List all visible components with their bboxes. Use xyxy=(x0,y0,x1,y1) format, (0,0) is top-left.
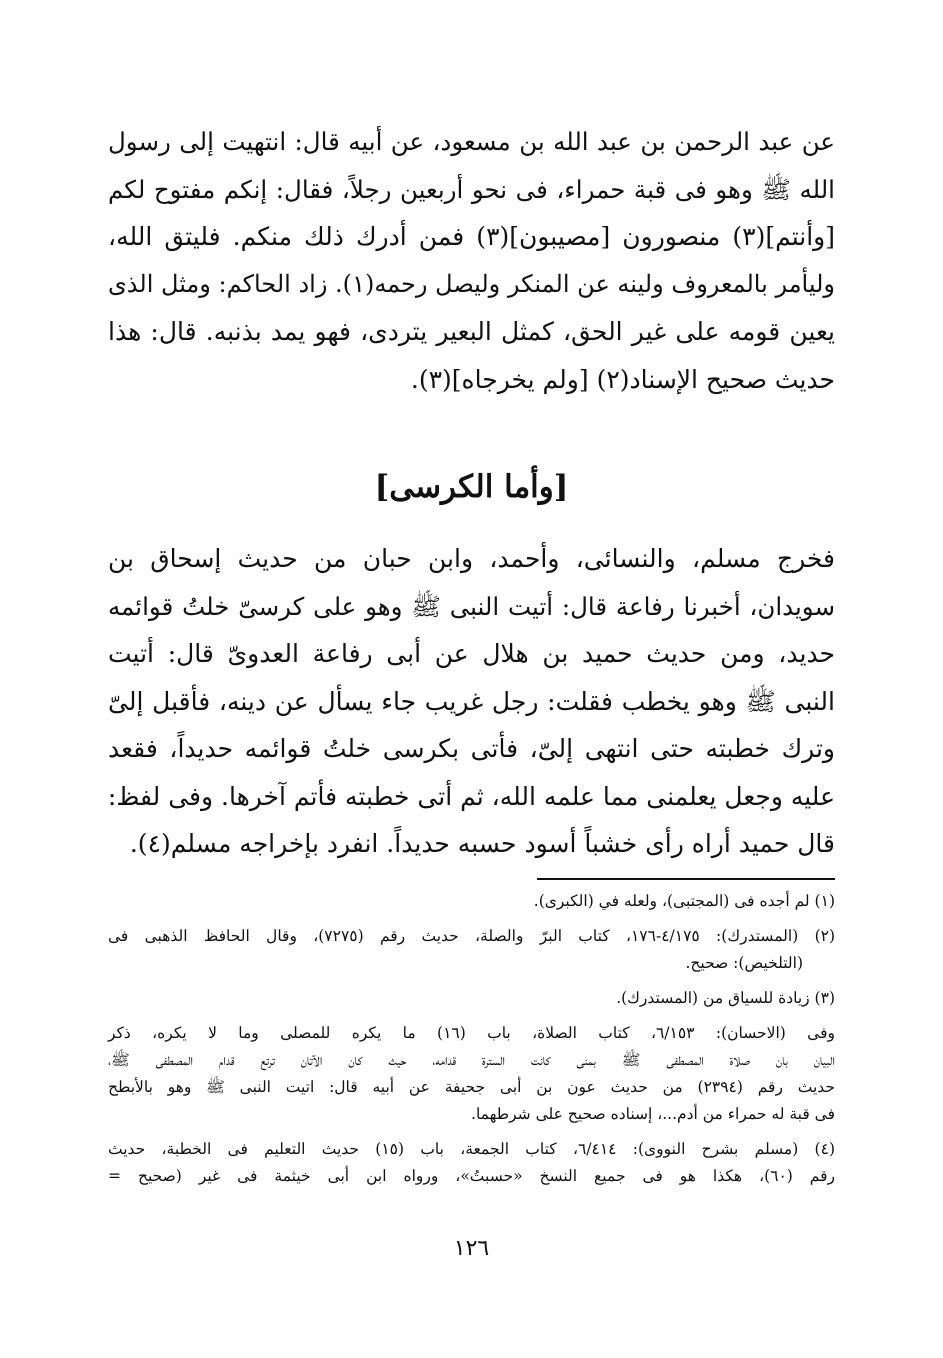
footnote-4 xyxy=(108,1136,835,1190)
footnote-line: رقم (٦٠)، هكذا هو فى جميع النسخ «حسبتُ»، ورواه ابن أبى خيثمة فى غير (صحيح = xyxy=(108,1166,836,1185)
page-number: ١٢٦ xyxy=(453,1236,490,1261)
footnote-line: (التلخيص): صحيح. xyxy=(685,953,803,972)
footnote-1 xyxy=(108,888,835,915)
paragraph-1-line: [وأنتم](٣) منصورون [مصيبون](٣) فمن أدرك ذلك منكم. فليتق الله، xyxy=(108,222,836,251)
paragraph-1-line: حديث صحيح الإسناد(٢) [ولم يخرجاه](٣). xyxy=(410,364,835,394)
paragraph-2-line: قال حميد أراه رأى خشباً أسود حسبه حديداً. انفرد بإخراجه مسلم(٤). xyxy=(129,829,835,858)
paragraph-1 xyxy=(108,118,835,403)
paragraph-1-line: عن عبد الرحمن بن عبد الله بن مسعود، عن أبيه قال: انتهيت إلى رسول xyxy=(108,127,835,156)
footnote-line: (٤) (مسلم بشرح النووى): ٦/٤١٤، كتاب الجمعة، باب (١٥) حديث التعليم فى الخطبة، حديث xyxy=(108,1139,835,1158)
paragraph-1-line: وليأمر بالمعروف ولينه عن المنكر وليصل رحمه(١). زاد الحاكم: ومثل الذى xyxy=(108,269,836,298)
paragraph-2-line: عليه وجعل يعلمنى مما علمه الله، ثم أتى خطبته فأتم آخرها. وفى لفظ: xyxy=(107,781,835,811)
footnote-line: فى قبة له حمراء من أدم...، إسناده صحيح على شرطهما. xyxy=(471,1104,835,1123)
footnote-3-continuation xyxy=(108,1020,835,1128)
footnote-2 xyxy=(108,923,835,977)
footnotes xyxy=(108,888,835,1190)
paragraph-2-line: سويدان، أخبرنا رفاعة قال: أتيت النبى ﷺ وهو على كرسىّ خلتُ قوائمه xyxy=(108,591,835,621)
paragraph-2-line: وترك خطبته حتى انتهى إلىّ، فأتى بكرسى خلتُ قوائمه حديداً، فقعد xyxy=(108,734,835,763)
paragraph-2 xyxy=(108,535,835,868)
paragraph-1-line: يعين قومه على غير الحق، كمثل البعير يتردى، فهو يمد بذنبه. قال: هذا xyxy=(108,317,835,346)
paragraph-2-line: فخرج مسلم، والنسائى، وأحمد، وابن حبان من حديث إسحاق بن xyxy=(108,544,835,573)
footnote-line: حديث رقم (٢٣٩٤) من حديث عون بن أبى جحيفة عن أبيه قال: اتيت النبى ﷺ وهو بالأبطح xyxy=(108,1077,835,1096)
footnote-line: وفى (الاحسان): ٦/١٥٣، كتاب الصلاة، باب (١٦) ما يكره للمصلى وما لا يكره، ذكر xyxy=(108,1023,835,1042)
footnote-line: (١) لم أجده فى (المجتبى)، ولعله في (الكبرى). xyxy=(533,891,835,910)
paragraph-1-line: الله ﷺ وهو فى قبة حمراء، فى نحو أربعين رجلاً، فقال: إنكم مفتوح لكم xyxy=(108,174,835,204)
footnote-line: البيان بان صلاة المصطفى ﷺ بمنى كانت السترة قدامه، حيث كان الآتان ترتع قدام المصطفى ﷺ، xyxy=(108,1050,835,1069)
footnote-3 xyxy=(108,985,835,1012)
section-heading: [وأما الكرسى] xyxy=(374,469,569,505)
paragraph-2-line: حديد، ومن حديث حميد بن هلال عن أبى رفاعة العدوىّ قال: أتيت xyxy=(108,639,835,668)
footnote-line: (٢) (المستدرك): ٤/١٧٥-١٧٦، كتاب البرّ والصلة، حديث رقم (٧٢٧٥)، وقال الحافظ الذهبى فى xyxy=(108,926,836,945)
footnote-line: (٣) زيادة للسياق من (المستدرك). xyxy=(616,988,835,1007)
paragraph-2-line: النبى ﷺ وهو يخطب فقلت: رجل غريب جاء يسأل عن دينه، فأقبل إلىّ xyxy=(108,686,835,716)
footnote-divider xyxy=(537,878,835,880)
